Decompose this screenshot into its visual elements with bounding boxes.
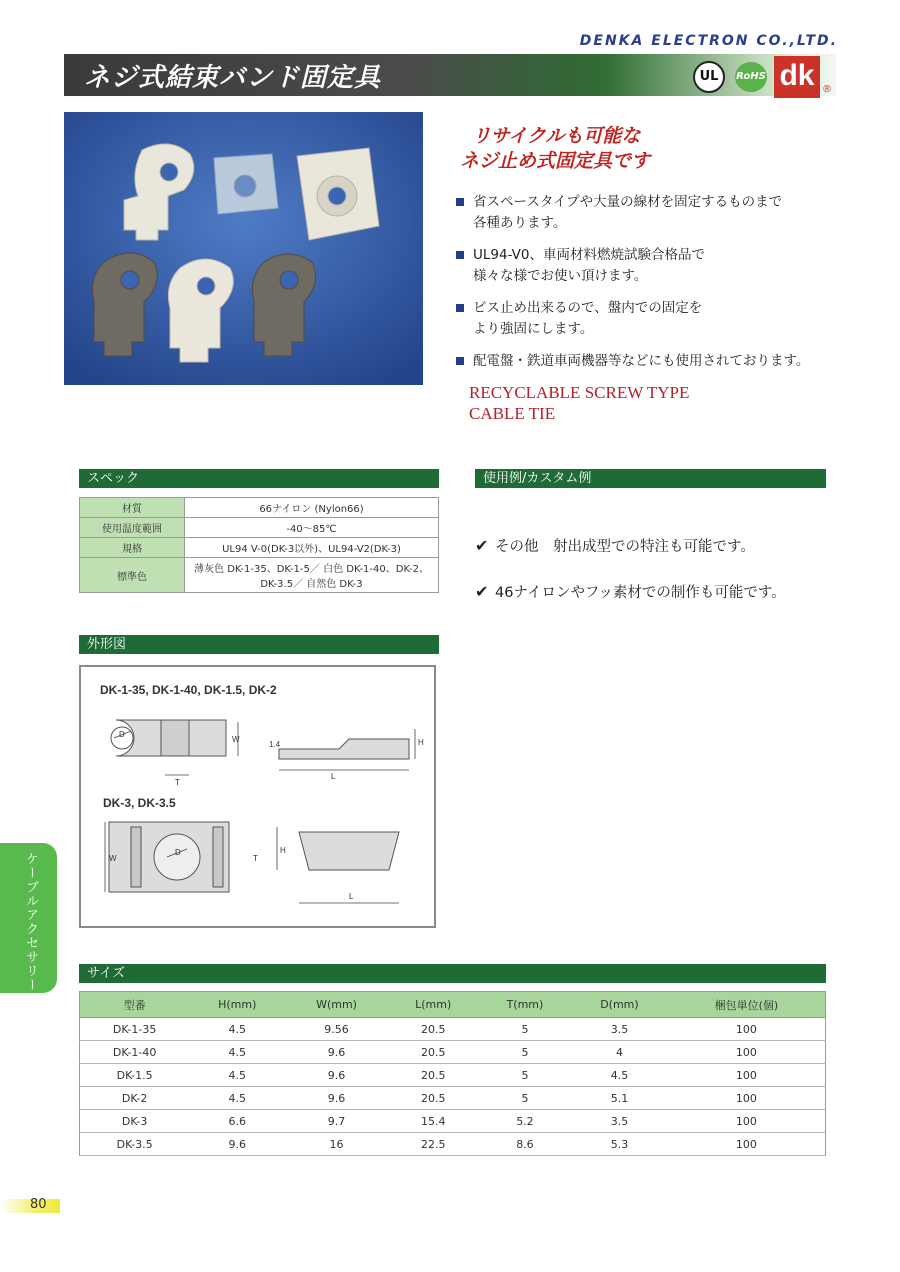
- table-cell: DK-3: [80, 1110, 190, 1133]
- table-cell: 4.5: [189, 1041, 285, 1064]
- dim-d-label: D: [119, 730, 125, 739]
- shape-heading: 外形図: [79, 635, 439, 654]
- table-cell: 4.5: [571, 1064, 668, 1087]
- table-cell: 15.4: [388, 1110, 479, 1133]
- table-row: [80, 518, 439, 538]
- table-cell: 20.5: [388, 1064, 479, 1087]
- table-row: [80, 1018, 826, 1041]
- dim-t-label: T: [175, 778, 180, 787]
- english-title-line-1: RECYCLABLE SCREW TYPE: [469, 383, 690, 402]
- feature-item: [456, 351, 836, 372]
- table-cell: 9.6: [285, 1087, 387, 1110]
- feature-item: [456, 192, 836, 234]
- dim-d-label-2: D: [175, 848, 181, 857]
- table-row: [80, 538, 439, 558]
- english-title-line-2: CABLE TIE: [469, 404, 556, 423]
- table-row: [80, 498, 439, 518]
- table-cell: 9.7: [285, 1110, 387, 1133]
- dim-w-label: W: [232, 735, 240, 744]
- table-cell: DK-3.5: [80, 1133, 190, 1156]
- bullet-square-icon: [456, 198, 464, 206]
- size-heading: サイズ: [79, 964, 826, 983]
- table-cell: 5: [479, 1041, 571, 1064]
- table-cell: 5: [479, 1018, 571, 1041]
- spec-table: [79, 497, 439, 593]
- table-cell: 5.1: [571, 1087, 668, 1110]
- table-cell: DK-1.5: [80, 1064, 190, 1087]
- table-cell: 5: [479, 1087, 571, 1110]
- spec-heading: スペック: [79, 469, 439, 488]
- feature-text: UL94-V0、車両材料燃焼試験合格品で 様々な様でお使い頂けます。: [473, 247, 705, 284]
- table-header-row: [80, 992, 826, 1018]
- check-icon: ✔: [475, 536, 489, 555]
- table-cell: 100: [668, 1133, 826, 1156]
- table-cell: 16: [285, 1133, 387, 1156]
- spec-label: 標準色: [80, 558, 185, 593]
- spec-value: UL94 V-0(DK-3以外)、UL94-V2(DK-3): [185, 538, 439, 558]
- table-cell: 20.5: [388, 1087, 479, 1110]
- table-cell: 20.5: [388, 1041, 479, 1064]
- registered-mark: ®: [822, 84, 832, 95]
- spec-value: -40～85℃: [185, 518, 439, 538]
- ul-logo: UL: [693, 61, 725, 93]
- usage-heading: 使用例/カスタム例: [475, 469, 826, 488]
- dim-thickness-label: 1.4: [269, 740, 281, 749]
- drawing-group-2-label: DK-3, DK-3.5: [103, 796, 176, 810]
- table-cell: 5.3: [571, 1133, 668, 1156]
- table-cell: 3.5: [571, 1018, 668, 1041]
- spec-label: 規格: [80, 538, 185, 558]
- table-cell: DK-2: [80, 1087, 190, 1110]
- dim-w-label-2: W: [109, 854, 117, 863]
- table-cell: 100: [668, 1064, 826, 1087]
- catch-line-1: リサイクルも可能な: [472, 125, 641, 147]
- drawing-group-1-label: DK-1-35, DK-1-40, DK-1.5, DK-2: [100, 683, 277, 697]
- table-cell: 9.6: [189, 1133, 285, 1156]
- column-header: H(mm): [189, 992, 285, 1018]
- dim-h-label: H: [418, 738, 424, 747]
- spec-label: 使用温度範囲: [80, 518, 185, 538]
- catch-line-2: ネジ止め式固定具です: [460, 150, 651, 172]
- bullet-square-icon: [456, 304, 464, 312]
- table-cell: 5.2: [479, 1110, 571, 1133]
- feature-text: 配電盤・鉄道車両機器等などにも使用されております。: [473, 353, 810, 369]
- feature-text: ビス止め出来るので、盤内での固定を より強固にします。: [473, 300, 703, 337]
- product-photo: [64, 112, 423, 385]
- table-cell: 6.6: [189, 1110, 285, 1133]
- table-cell: 8.6: [479, 1133, 571, 1156]
- usage-text: その他 射出成型での特注も可能です。: [495, 539, 755, 555]
- column-header: 型番: [80, 992, 190, 1018]
- size-table: [79, 991, 826, 1156]
- spec-label: 材質: [80, 498, 185, 518]
- bullet-square-icon: [456, 357, 464, 365]
- company-name: DENKA ELECTRON CO.,LTD.: [579, 33, 838, 49]
- feature-text: 省スペースタイプや大量の線材を固定するものまで 各種あります。: [473, 194, 783, 231]
- dim-t-label-2: T: [253, 854, 258, 863]
- table-row: [80, 558, 439, 593]
- feature-list: [456, 192, 836, 383]
- table-cell: 100: [668, 1018, 826, 1041]
- table-cell: 4.5: [189, 1064, 285, 1087]
- column-header: D(mm): [571, 992, 668, 1018]
- usage-item: [475, 535, 755, 556]
- table-cell: 3.5: [571, 1110, 668, 1133]
- table-row: [80, 1041, 826, 1064]
- dim-l-label-2: L: [349, 892, 354, 901]
- table-cell: DK-1-35: [80, 1018, 190, 1041]
- category-side-tab-label: ケーブルアクセサリー: [23, 852, 38, 992]
- page-number: 80: [30, 1197, 47, 1212]
- bullet-square-icon: [456, 251, 464, 259]
- page-title: ネジ式結束バンド固定具: [84, 63, 382, 93]
- column-header: W(mm): [285, 992, 387, 1018]
- table-cell: 100: [668, 1087, 826, 1110]
- table-row: [80, 1064, 826, 1087]
- table-cell: 9.56: [285, 1018, 387, 1041]
- column-header: T(mm): [479, 992, 571, 1018]
- table-cell: 100: [668, 1110, 826, 1133]
- table-cell: 4.5: [189, 1087, 285, 1110]
- table-cell: 100: [668, 1041, 826, 1064]
- rohs-logo: RoHS: [735, 62, 767, 92]
- table-cell: 4: [571, 1041, 668, 1064]
- check-icon: ✔: [475, 582, 489, 601]
- table-cell: 9.6: [285, 1064, 387, 1087]
- usage-text: 46ナイロンやフッ素材での制作も可能です。: [495, 585, 786, 601]
- spec-value: 66ナイロン (Nylon66): [185, 498, 439, 518]
- dim-l-label: L: [331, 772, 336, 781]
- dk-logo: dk: [774, 56, 820, 98]
- column-header: 梱包単位(個): [668, 992, 826, 1018]
- table-cell: 5: [479, 1064, 571, 1087]
- table-row: [80, 1110, 826, 1133]
- table-cell: 20.5: [388, 1018, 479, 1041]
- table-cell: 22.5: [388, 1133, 479, 1156]
- column-header: L(mm): [388, 992, 479, 1018]
- usage-item: [475, 581, 786, 602]
- table-cell: DK-1-40: [80, 1041, 190, 1064]
- table-cell: 4.5: [189, 1018, 285, 1041]
- dim-h-label-2: H: [280, 846, 286, 855]
- table-row: [80, 1087, 826, 1110]
- spec-value: 薄灰色 DK-1-35、DK-1-5／ 白色 DK-1-40、DK-2、DK-3.5／ 自然色 DK-3: [185, 558, 439, 593]
- table-row: [80, 1133, 826, 1156]
- feature-item: [456, 245, 836, 287]
- feature-item: [456, 298, 836, 340]
- table-cell: 9.6: [285, 1041, 387, 1064]
